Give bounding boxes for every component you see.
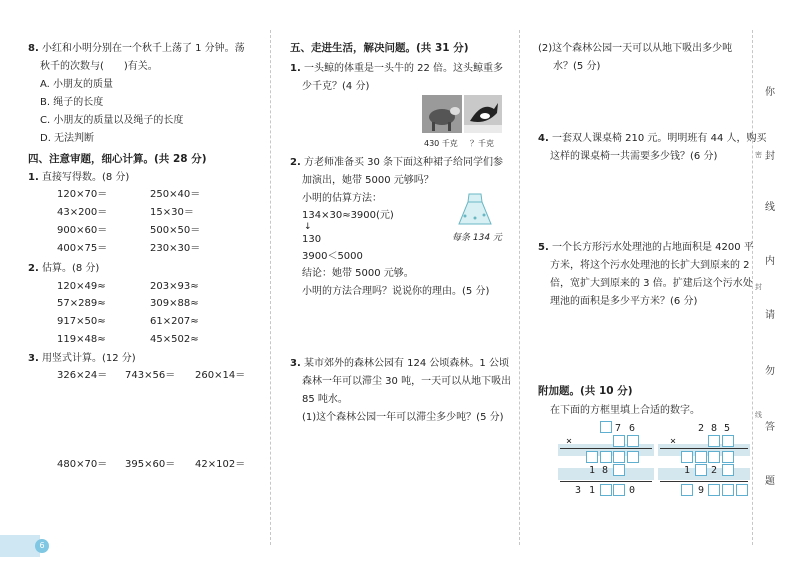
blank-box[interactable] — [708, 435, 720, 447]
option-a: A. 小朋友的质量 — [40, 79, 114, 90]
given-digit: 9 — [698, 485, 705, 496]
margin-label: 线 — [765, 202, 775, 213]
option-c: C. 小朋友的质量以及绳子的长度 — [40, 115, 184, 126]
calc-item: 120×70＝ — [57, 189, 108, 200]
blank-box[interactable] — [681, 451, 693, 463]
section-4-title: 四、注意审题，细心计算。(共 28 分) — [28, 153, 207, 165]
blank-box[interactable] — [736, 484, 748, 496]
vertical-calc-item: 395×60＝ — [125, 459, 176, 470]
margin-label: 答 — [765, 422, 775, 433]
question-2-title: 2. 估算。(8 分) — [28, 263, 100, 274]
margin-seal-label: 密 — [755, 151, 762, 159]
times-sign: × — [566, 436, 573, 447]
bonus-title: 附加题。(共 10 分) — [538, 385, 633, 397]
problem-5-line2: 方米，将这个污水处理池的长扩大到原来的 2 — [550, 260, 750, 271]
problem-4: 4. 一套双人课桌椅 210 元。明明班有 44 人，购买 — [538, 133, 767, 144]
estimate-item: 61×207≈ — [150, 316, 199, 327]
blank-box[interactable] — [586, 451, 598, 463]
given-digit: 8 — [711, 423, 718, 434]
blank-box[interactable] — [722, 464, 734, 476]
problem-3-sub2: (2)这个森林公园一天可以从地下吸出多少吨 — [538, 43, 733, 54]
blank-box[interactable] — [613, 435, 625, 447]
problem-5-line3: 倍，宽扩大到原来的 3 倍。扩建后这个污水处 — [550, 278, 753, 289]
given-digit: 2 — [711, 465, 718, 476]
problem-1-line2: 少千克？(4 分) — [302, 81, 370, 92]
margin-label: 题 — [765, 476, 775, 487]
puzzle-rule — [560, 481, 652, 482]
problem-5-line4: 理池的面积是多少平方米？(6 分) — [550, 296, 698, 307]
method-title: 小明的估算方法： — [302, 193, 382, 204]
problem-3: 3. 某市郊外的森林公园有 124 公顷森林。1 公顷 — [290, 358, 509, 369]
column-divider — [270, 30, 271, 545]
question-1-title: 1. 直接写得数。(8 分) — [28, 172, 130, 183]
given-digit: 5 — [724, 423, 731, 434]
given-digit: 0 — [629, 485, 636, 496]
section-5-title: 五、走进生活，解决问题。(共 31 分) — [290, 42, 469, 54]
estimate-calc: 130 — [302, 234, 322, 245]
times-sign: × — [670, 436, 677, 447]
given-digit: 2 — [698, 423, 705, 434]
blank-box[interactable] — [600, 421, 612, 433]
estimate-item: 203×93≈ — [150, 281, 199, 292]
problem-3-sub2-line2: 水？(5 分) — [553, 61, 601, 72]
dress-price: 每条 134 元 — [452, 233, 502, 243]
estimate-item: 57×289≈ — [57, 298, 106, 309]
given-digit: 7 — [615, 423, 622, 434]
blank-box[interactable] — [722, 435, 734, 447]
puzzle-rule — [560, 448, 652, 449]
estimate-item: 119×48≈ — [57, 334, 106, 345]
blank-box[interactable] — [613, 484, 625, 496]
vertical-calc-item: 260×14＝ — [195, 370, 246, 381]
blank-box[interactable] — [613, 464, 625, 476]
whale-image — [464, 95, 502, 133]
given-digit: 8 — [602, 465, 609, 476]
reason-question: 小明的方法合理吗？说说你的理由。(5 分) — [302, 286, 490, 297]
blank-box[interactable] — [627, 435, 639, 447]
problem-4-line2: 这样的课桌椅一共需要多少钱？(6 分) — [550, 151, 718, 162]
blank-box[interactable] — [722, 451, 734, 463]
blank-box[interactable] — [708, 484, 720, 496]
conclusion: 结论：她带 5000 元够。 — [302, 268, 414, 279]
blank-box[interactable] — [708, 451, 720, 463]
down-arrow-icon: ↓ — [304, 222, 312, 232]
estimate-item: 45×502≈ — [150, 334, 199, 345]
given-digit: 1 — [589, 465, 596, 476]
margin-label: 封 — [765, 151, 775, 162]
dress-image — [455, 192, 495, 228]
margin-label: 勿 — [765, 366, 775, 377]
option-b: B. 绳子的长度 — [40, 97, 104, 108]
given-digit: 6 — [629, 423, 636, 434]
vertical-calc-item: 480×70＝ — [57, 459, 108, 470]
calc-item: 15×30＝ — [150, 207, 194, 218]
estimate-calc: 134×30≈3900(元) — [302, 210, 394, 221]
problem-3-line3: 85 吨水。 — [302, 394, 348, 405]
problem-2: 2. 方老师准备买 30 条下面这种裙子给同学们参 — [290, 157, 504, 168]
problem-5: 5. 一个长方形污水处理池的占地面积是 4200 平 — [538, 242, 754, 253]
bonus-instruction: 在下面的方框里填上合适的数字。 — [550, 405, 700, 416]
question-8-line2: 秋千的次数与( )有关。 — [40, 61, 158, 72]
blank-box[interactable] — [600, 451, 612, 463]
calc-item: 400×75＝ — [57, 243, 108, 254]
vertical-calc-item: 326×24＝ — [57, 370, 108, 381]
blank-box[interactable] — [695, 464, 707, 476]
estimate-item: 309×88≈ — [150, 298, 199, 309]
blank-box[interactable] — [613, 451, 625, 463]
margin-label: 你 — [765, 87, 775, 98]
margin-seal-label: 封 — [755, 283, 762, 291]
page-number: 6 — [35, 539, 49, 553]
blank-box[interactable] — [600, 484, 612, 496]
question-3-title: 3. 用竖式计算。(12 分) — [28, 353, 136, 364]
blank-box[interactable] — [695, 451, 707, 463]
estimate-item: 120×49≈ — [57, 281, 106, 292]
problem-3-sub1: (1)这个森林公园一年可以滞尘多少吨？(5 分) — [302, 412, 504, 423]
calc-item: 250×40＝ — [150, 189, 201, 200]
cow-weight-caption: 430 千克 — [424, 139, 458, 148]
puzzle-rule — [660, 448, 748, 449]
margin-label: 内 — [765, 256, 775, 267]
calc-item: 900×60＝ — [57, 225, 108, 236]
given-digit: 1 — [684, 465, 691, 476]
cow-image — [422, 95, 462, 133]
estimate-item: 917×50≈ — [57, 316, 106, 327]
problem-1: 1. 一头鲸的体重是一头牛的 22 倍。这头鲸重多 — [290, 63, 504, 74]
margin-seal-label: 线 — [755, 411, 762, 419]
calc-item: 230×30＝ — [150, 243, 201, 254]
blank-box[interactable] — [681, 484, 693, 496]
given-digit: 3 — [575, 485, 582, 496]
column-divider — [519, 30, 520, 545]
question-8: 8. 小红和小明分别在一个秋千上荡了 1 分钟。荡 — [28, 43, 245, 54]
puzzle-rule — [660, 481, 748, 482]
calc-item: 500×50＝ — [150, 225, 201, 236]
blank-box[interactable] — [722, 484, 734, 496]
vertical-calc-item: 743×56＝ — [125, 370, 176, 381]
problem-2-line2: 加演出，她带 5000 元够吗？ — [302, 175, 434, 186]
problem-3-line2: 森林一年可以滞尘 30 吨，一天可以从地下吸出 — [302, 376, 512, 387]
blank-box[interactable] — [627, 451, 639, 463]
footer-tab — [0, 535, 40, 557]
whale-weight-caption: ？千克 — [470, 139, 494, 148]
vertical-calc-item: 42×102＝ — [195, 459, 246, 470]
option-d: D. 无法判断 — [40, 133, 95, 144]
calc-item: 43×200＝ — [57, 207, 108, 218]
estimate-compare: 3900＜5000 — [302, 251, 363, 262]
margin-label: 请 — [765, 310, 775, 321]
given-digit: 1 — [589, 485, 596, 496]
